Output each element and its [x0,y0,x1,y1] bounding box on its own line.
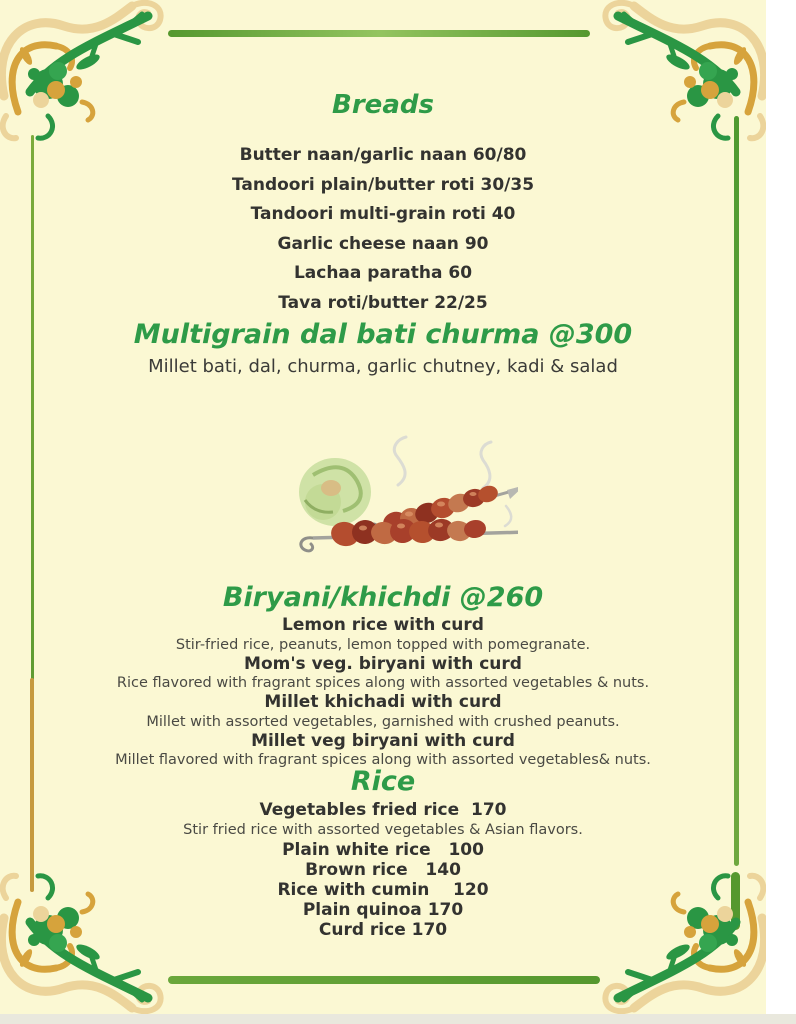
menu-item-name: Curd rice 170 [318,919,448,940]
menu-item-name: Millet khichadi with curd [264,692,502,712]
menu-item-name: Vegetables fried rice 170 [259,800,507,820]
menu-item-description: Stir-fried rice, peanuts, lemon topped with pomegranate. [175,636,591,653]
menu-item-name: Plain quinoa 170 [302,899,464,920]
page-bottom-margin [0,1014,796,1024]
menu-item: Tandoori plain/butter roti 30/35 [231,174,535,195]
multigrain-section-subtitle: Millet bati, dal, churma, garlic chutney, kadi & salad [148,356,618,377]
menu-item-description: Millet with assorted vegetables, garnished with crushed peanuts. [146,713,620,730]
biryani-section-title: Biryani/khichdi @260 [222,582,544,613]
menu-item-name: Rice with cumin 120 [277,879,489,900]
menu-item-description: Rice flavored with fragrant spices along with assorted vegetables & nuts. [116,675,650,691]
breads-item-list [0,141,766,318]
biryani-item-list [0,616,766,770]
menu-item: Lachaa paratha 60 [293,263,473,283]
menu-item: Garlic cheese naan 90 [277,233,489,254]
menu-item-name: Mom's veg. biryani with curd [244,653,522,674]
menu-item-name: Lemon rice with curd [282,615,484,635]
menu-item: Butter naan/garlic naan 60/80 [239,145,527,165]
menu-item-name: Millet veg biryani with curd [251,730,515,751]
menu-item-name: Brown rice 140 [305,859,461,880]
menu-item: Tava roti/butter 22/25 [278,292,488,313]
menu-item-description: Millet flavored with fragrant spices along with assorted vegetables& nuts. [115,752,651,768]
breads-section-title: Breads [332,90,434,120]
rice-section-title: Rice [350,766,416,797]
rice-item-list [0,801,766,940]
kebab-skewers-illustration [283,430,518,560]
menu-item-name: Plain white rice 100 [282,839,484,860]
multigrain-section-title: Multigrain dal bati churma @300 [133,319,633,350]
page-right-margin [766,0,796,1024]
menu-item: Tandoori multi-grain roti 40 [250,204,516,224]
menu-item-description: Stir fried rice with assorted vegetables & Asian flavors. [183,821,583,838]
